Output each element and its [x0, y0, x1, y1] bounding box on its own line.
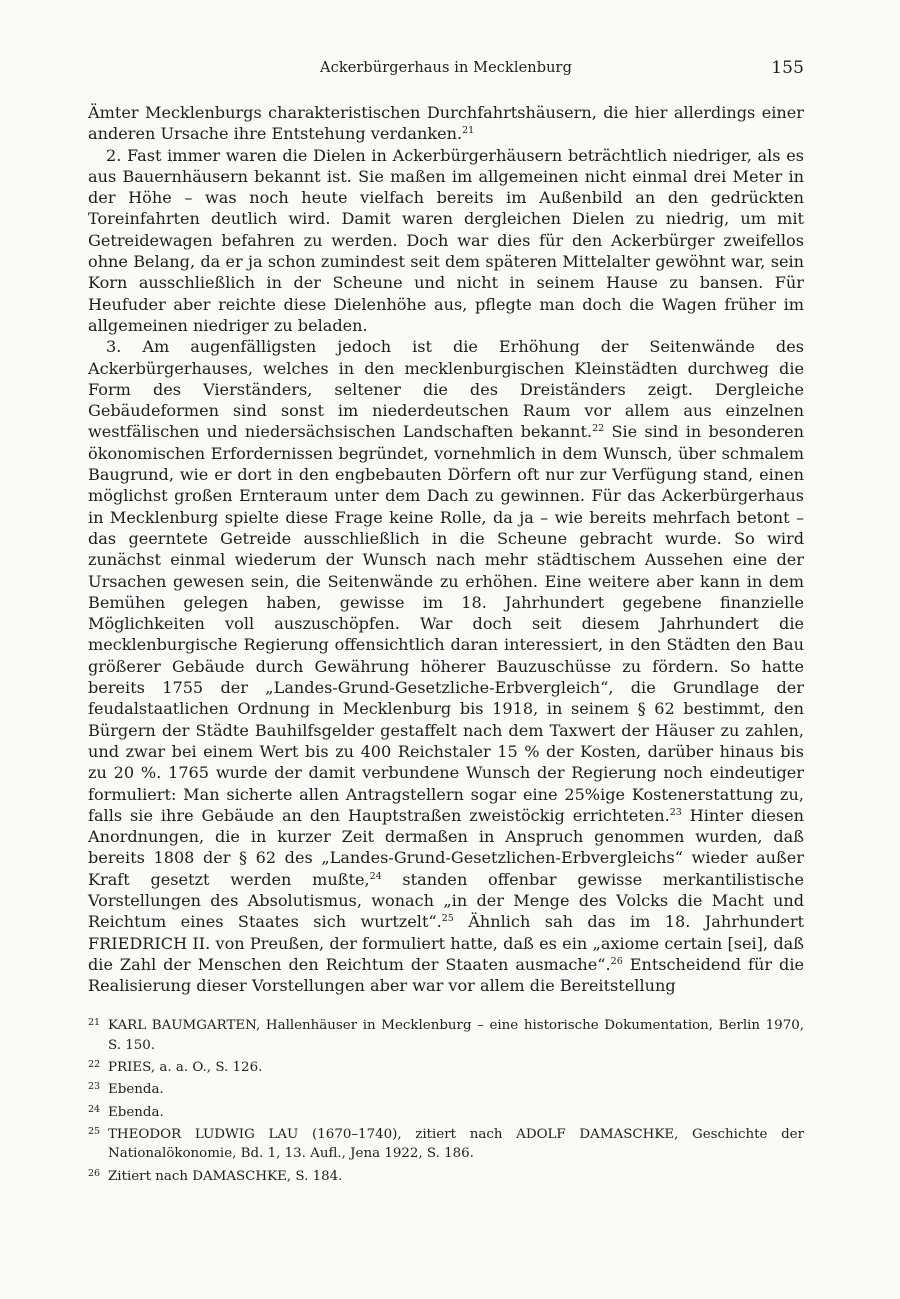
footnote [88, 1167, 804, 1186]
footnote-marker: 25 [441, 913, 454, 925]
footnote [88, 1058, 804, 1077]
footnote-marker: 24 [369, 870, 382, 882]
footnote [88, 1016, 804, 1055]
footnote-marker: 23 [669, 806, 682, 818]
footnote-marker: 21 [462, 125, 475, 137]
text-segment: Entscheidend für die Realisierung dieser Vorstellungen aber war vor allem die Bereitstellung [88, 954, 804, 996]
text-segment: 3. Am augenfälligsten jedoch ist die Erhöhung der Seitenwände des Ackerbürgerhauses, welches in den mecklenburgischen Kleinstädten durchweg die Form des Vierständers, seltener die des Dreiständers zeigt. Dergleiche Gebäudeformen sind sonst im niederdeutschen Raum vor allem aus einzelnen westfälischen und niedersächsischen Landschaften bekannt. [88, 337, 804, 442]
page-number: 155 [771, 58, 804, 78]
footnote-number: 21 [88, 1017, 101, 1029]
text-segment: Ämter Mecklenburgs charakteristischen Durchfahrtshäusern, die hier allerdings einer anderen Ursache ihre Entstehung verdanken. [88, 103, 804, 144]
footnote [88, 1125, 804, 1164]
text-segment: 2. Fast immer waren die Dielen in Ackerbürgerhäusern beträchtlich niedriger, als es aus Bauernhäusern bekannt ist. Sie maßen im allgemeinen nicht einmal drei Meter in der Höhe – was noch heute vielfach bereits im Außenbild an den gedrückten Toreinfahrten deutlich wird. Damit waren dergleichen Dielen zu niedrig, um mit Getreidewagen befahren zu werden. Doch war dies für den Ackerbürger zweifellos ohne Belang, da er ja schon zumindest seit dem späteren Mittelalter gewöhnt war, sein Korn ausschließlich in der Scheune und nicht in seinem Hause zu bansen. Für Heufuder aber reichte diese Dielenhöhe aus, pflegte man doch die Wagen früher im allgemeinen niedriger zu beladen. [88, 145, 804, 335]
footnote-text: Zitiert nach DAMASCHKE, S. 184. [108, 1168, 343, 1184]
text-segment: Hinter diesen Anordnungen, die in kurzer Zeit dermaßen in Anspruch genommen wurden, daß bereits 1808 der § 62 des „Landes-Grund-Gesetzlichen-Erbvergleichs“ wieder außer Kraft gesetzt werden mußte, [88, 805, 804, 889]
footnote-marker: 26 [610, 955, 623, 967]
book-page [88, 60, 804, 1189]
paragraph [88, 102, 804, 145]
footnote-number: 22 [88, 1059, 101, 1071]
footnote-text: Ebenda. [108, 1104, 164, 1120]
footnote-text: PRIES, a. a. O., S. 126. [108, 1060, 263, 1076]
footnote-number: 23 [88, 1081, 101, 1093]
footnotes [88, 1016, 804, 1185]
footnote-number: 24 [88, 1103, 101, 1115]
running-title: Ackerbürgerhaus in Mecklenburg [320, 60, 572, 76]
footnote-marker: 22 [592, 423, 605, 435]
paragraph [88, 145, 804, 337]
footnote-number: 25 [88, 1125, 101, 1137]
footnote [88, 1103, 804, 1122]
running-header [88, 60, 804, 86]
paragraph [88, 336, 804, 996]
footnote-text: Ebenda. [108, 1082, 164, 1098]
footnote-number: 26 [88, 1167, 101, 1179]
footnote-text: KARL BAUMGARTEN, Hallenhäuser in Mecklenburg – eine historische Dokumentation, Berlin 1970, S. 150. [108, 1018, 804, 1053]
text-segment: standen offenbar gewisse merkantilistische Vorstellungen des Absolutismus, wonach „in der Menge des Volcks die Macht und Reichtum eines Staates sich wurtzelt“. [88, 869, 805, 932]
text-segment: Ähnlich sah das im 18. Jahrhundert FRIEDRICH II. von Preußen, der formuliert hatte, daß es ein „axiome certain [sei], daß die Zahl der Menschen den Reichtum der Staaten ausmache“. [88, 912, 804, 974]
text-segment: Sie sind in besonderen ökonomischen Erfordernissen begründet, vornehmlich in dem Wunsch, über schmalem Baugrund, wie er dort in den engbebauten Dörfern oft nur zur Verfügung stand, einen möglichst großen Ernteraum unter dem Dach zu gewinnen. Für das Ackerbürgerhaus in Mecklenburg spielte diese Frage keine Rolle, da ja – wie bereits mehrfach betont – das geerntete Getreide ausschließlich in die Scheune gebracht wurde. So wird zunächst einmal wiederum der Wunsch nach mehr städtischem Aussehen eine der Ursachen gewesen sein, die Seitenwände zu erhöhen. Eine weitere aber kann in dem Bemühen gelegen haben, gewisse im 18. Jahrhundert gegebene finanzielle Möglichkeiten voll auszuschöpfen. War doch seit diesem Jahrhundert die mecklenburgische Regierung offensichtlich daran interessiert, in den Städten den Bau größerer Gebäude durch Gewährung höherer Bauzuschüsse zu fördern. So hatte bereits 1755 der „Landes-Grund-Gesetzliche-Erbvergleich“, die Grundlage der feudalstaatlichen Ordnung in Mecklenburg bis 1918, in seinem § 62 bestimmt, den Bürgern der Städte Bauhilfsgelder gestaffelt nach dem Taxwert der Häuser zu zahlen, und zwar bei einem Wert bis zu 400 Reichstaler 15 % der Kosten, darüber hinaus bis zu 20 %. 1765 wurde der damit verbundene Wunsch der Regierung noch eindeutiger formuliert: Man sicherte allen Antragstellern sogar eine 25%ige Kostenerstattung zu, falls sie ihre Gebäude an den Hauptstraßen zweistöckig errichteten. [88, 422, 804, 825]
footnote-text: THEODOR LUDWIG LAU (1670–1740), zitiert nach ADOLF DAMASCHKE, Geschichte der Nationalökonomie, Bd. 1, 13. Aufl., Jena 1922, S. 186. [108, 1126, 804, 1162]
footnote [88, 1080, 804, 1099]
body-text [88, 102, 804, 996]
